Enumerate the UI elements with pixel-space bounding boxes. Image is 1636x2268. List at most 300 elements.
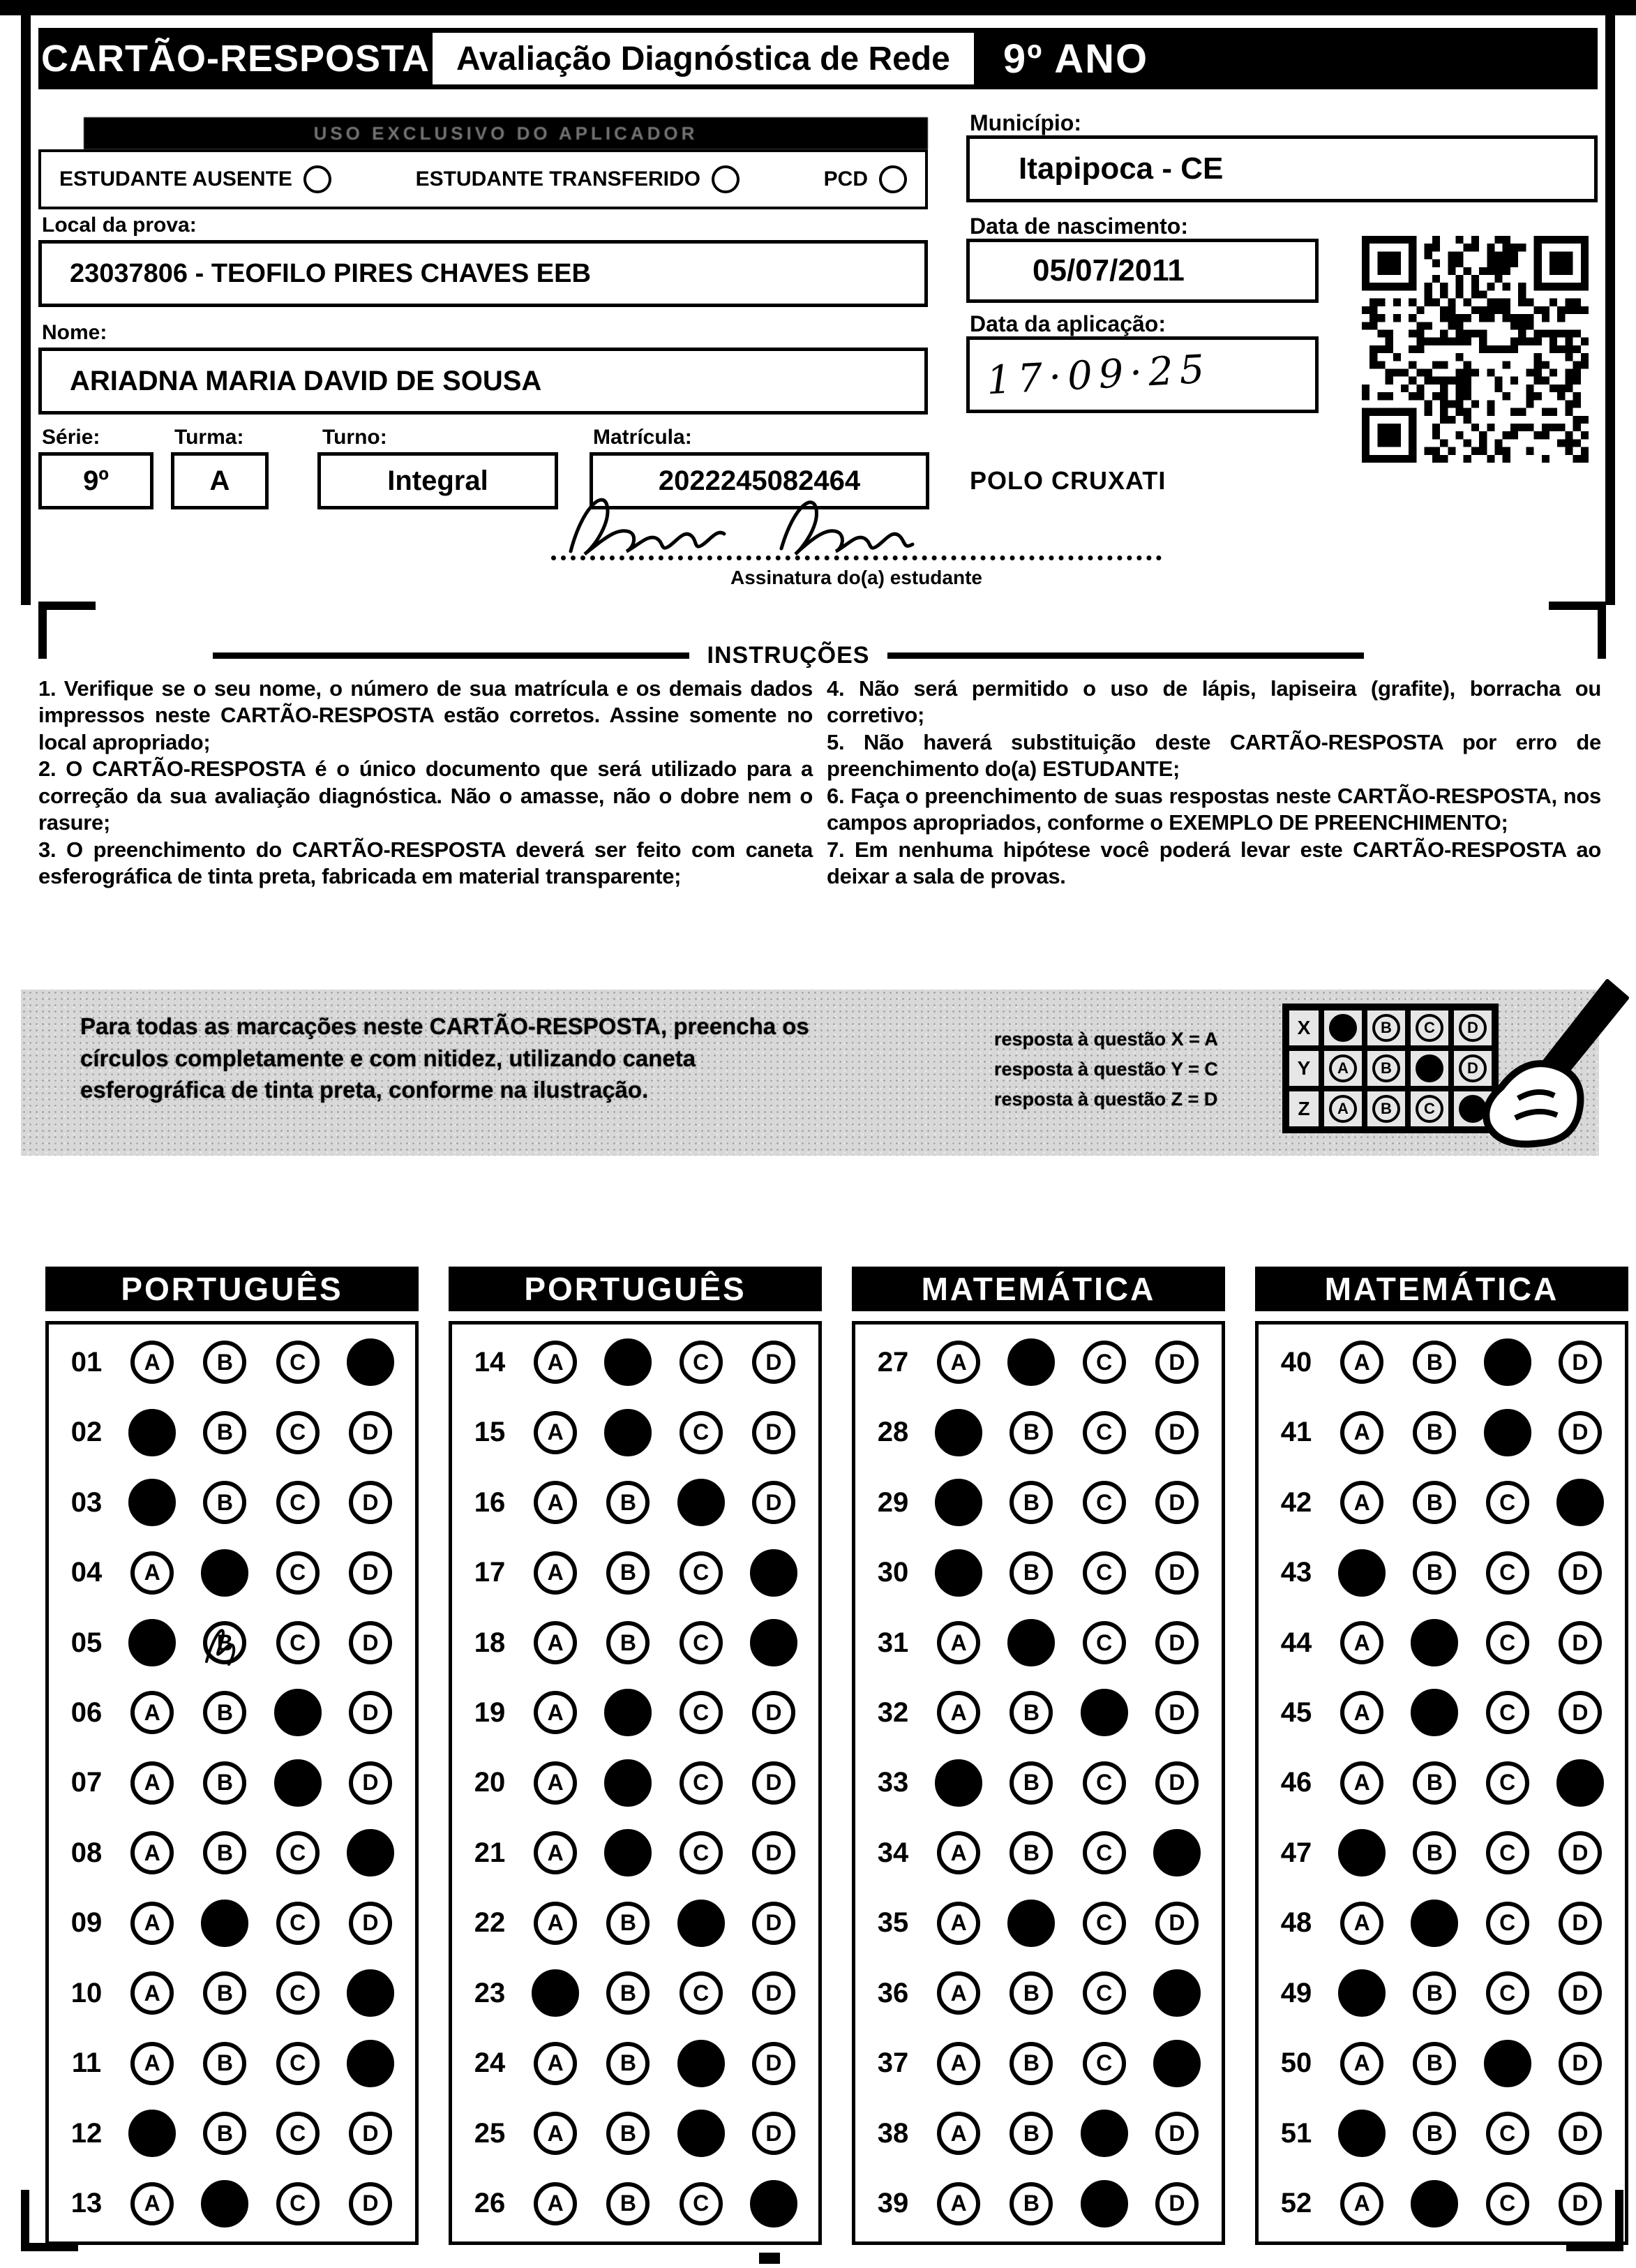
answer-bubble-39-A[interactable]: A: [937, 2182, 980, 2225]
answer-bubble-10-C[interactable]: C: [276, 1971, 320, 2015]
option-slot: [1068, 2180, 1141, 2228]
answer-bubble-31-A[interactable]: A: [937, 1621, 980, 1664]
answer-bubble-11-B[interactable]: B: [203, 2042, 246, 2085]
answer-bubble-30-A[interactable]: [935, 1549, 982, 1597]
answer-bubble-27-A[interactable]: A: [937, 1341, 980, 1384]
option-slot: [592, 1829, 664, 1877]
answer-bubble-08-A[interactable]: A: [130, 1831, 174, 1874]
example-bubble-B: B: [1372, 1054, 1400, 1082]
question-number: 32: [877, 1696, 909, 1728]
answer-row-04: [57, 1539, 407, 1606]
answer-bubble-18-A[interactable]: A: [534, 1621, 577, 1664]
option-slot: [995, 1900, 1067, 1947]
answer-bubble-03-A[interactable]: [128, 1479, 176, 1526]
handwritten-date: 17·09·25: [985, 346, 1212, 403]
answer-bubble-09-A[interactable]: A: [130, 1902, 174, 1945]
answer-bubble-47-B[interactable]: B: [1413, 1831, 1456, 1874]
question-number: 16: [474, 1486, 506, 1518]
answer-bubble-31-C[interactable]: C: [1083, 1621, 1126, 1664]
legend-line: resposta à questão X = A: [994, 1029, 1218, 1050]
registration-mark-top: [0, 0, 1636, 15]
option-slot: [1544, 1971, 1616, 2015]
option-slot: [1398, 1551, 1471, 1595]
option-slot: [1141, 1761, 1213, 1805]
answer-bubble-30-D[interactable]: D: [1155, 1551, 1199, 1595]
answer-row-31: [864, 1609, 1213, 1676]
answer-bubble-44-B[interactable]: [1411, 1619, 1458, 1666]
answer-bubble-27-C[interactable]: C: [1083, 1341, 1126, 1384]
answer-bubble-07-A[interactable]: A: [130, 1761, 174, 1805]
answer-bubble-20-B[interactable]: [604, 1759, 652, 1807]
answer-bubble-10-B[interactable]: B: [203, 1971, 246, 2015]
answer-bubble-20-C[interactable]: C: [680, 1761, 723, 1805]
answer-bubble-45-C[interactable]: C: [1486, 1691, 1529, 1734]
answer-bubble-35-A[interactable]: A: [937, 1902, 980, 1945]
answer-bubble-43-B[interactable]: B: [1413, 1551, 1456, 1595]
answer-bubble-33-C[interactable]: C: [1083, 1761, 1126, 1805]
answer-bubble-47-A[interactable]: [1338, 1829, 1386, 1877]
answer-bubble-08-C[interactable]: C: [276, 1831, 320, 1874]
instruction-item: 4. Não será permitido o uso de lápis, lapiseira (grafite), borracha ou corretivo;: [827, 676, 1601, 728]
answer-row-22: [460, 1890, 810, 1957]
answer-bubble-24-A[interactable]: A: [534, 2042, 577, 2085]
question-number: 30: [877, 1557, 909, 1588]
option-slot: [1544, 1479, 1616, 1526]
answer-bubble-12-B[interactable]: B: [203, 2112, 246, 2155]
answer-bubble-23-B[interactable]: B: [606, 1971, 650, 2015]
answer-row-29: [864, 1469, 1213, 1536]
answer-bubble-32-C[interactable]: [1081, 1689, 1128, 1736]
answer-bubble-02-B[interactable]: B: [203, 1411, 246, 1454]
answer-bubble-19-A[interactable]: A: [534, 1691, 577, 1734]
answer-bubble-44-C[interactable]: C: [1486, 1621, 1529, 1664]
answer-bubble-06-D[interactable]: D: [349, 1691, 392, 1734]
answer-bubble-13-D[interactable]: D: [349, 2182, 392, 2225]
answer-bubble-33-B[interactable]: B: [1010, 1761, 1053, 1805]
option-slot: [334, 2040, 407, 2087]
answer-bubble-38-B[interactable]: B: [1010, 2112, 1053, 2155]
answer-bubble-17-B[interactable]: B: [606, 1551, 650, 1595]
answer-bubble-19-C[interactable]: C: [680, 1691, 723, 1734]
answer-bubble-19-D[interactable]: D: [752, 1691, 795, 1734]
option-slot: [737, 1481, 810, 1524]
answer-row-32: [864, 1679, 1213, 1746]
answer-bubble-14-B[interactable]: [604, 1338, 652, 1386]
question-number: 20: [474, 1767, 506, 1798]
example-cell: [1321, 1008, 1365, 1048]
signature-line[interactable]: [551, 497, 1162, 560]
answer-bubble-48-D[interactable]: D: [1559, 1902, 1602, 1945]
fill-example-grid: [1282, 1004, 1499, 1133]
answer-bubble-51-D[interactable]: D: [1559, 2112, 1602, 2155]
option-slot: [334, 1969, 407, 2017]
section-header: PORTUGUÊS: [45, 1267, 419, 1311]
answer-bubble-37-D[interactable]: [1153, 2040, 1201, 2087]
answer-bubble-32-A[interactable]: A: [937, 1691, 980, 1734]
answer-row-27: [864, 1329, 1213, 1396]
answer-bubble-15-A[interactable]: A: [534, 1411, 577, 1454]
answer-bubble-41-D[interactable]: D: [1559, 1411, 1602, 1454]
answer-bubble-17-A[interactable]: A: [534, 1551, 577, 1595]
answer-bubble-46-A[interactable]: A: [1340, 1761, 1383, 1805]
answer-bubble-22-C[interactable]: [677, 1900, 725, 1947]
answer-bubble-46-D[interactable]: [1556, 1759, 1604, 1807]
question-number: 31: [877, 1627, 909, 1658]
answer-bubble-05-A[interactable]: [128, 1619, 176, 1666]
answer-bubble-15-C[interactable]: C: [680, 1411, 723, 1454]
answer-bubble-12-A[interactable]: [128, 2110, 176, 2157]
answer-bubble-11-D[interactable]: [347, 2040, 394, 2087]
answer-row-24: [460, 2030, 810, 2097]
option-slot: [188, 2112, 261, 2155]
answer-bubble-34-D[interactable]: [1153, 1829, 1201, 1877]
status-bubble-ausente[interactable]: [303, 165, 331, 193]
answer-bubble-07-B[interactable]: B: [203, 1761, 246, 1805]
option-slot: [592, 1481, 664, 1524]
option-slot: [1471, 1761, 1544, 1805]
answer-bubble-48-A[interactable]: A: [1340, 1902, 1383, 1945]
answer-bubble-38-D[interactable]: D: [1155, 2112, 1199, 2155]
answer-bubble-31-D[interactable]: D: [1155, 1621, 1199, 1664]
question-number: 06: [70, 1696, 103, 1728]
answer-bubble-39-D[interactable]: D: [1155, 2182, 1199, 2225]
answer-bubble-07-C[interactable]: [274, 1759, 322, 1807]
answer-bubble-18-C[interactable]: C: [680, 1621, 723, 1664]
answer-bubble-20-D[interactable]: D: [752, 1761, 795, 1805]
answer-bubble-04-D[interactable]: D: [349, 1551, 392, 1595]
aplicacao-field[interactable]: [966, 336, 1319, 413]
answer-bubble-25-A[interactable]: A: [534, 2112, 577, 2155]
answer-bubble-22-D[interactable]: D: [752, 1902, 795, 1945]
question-number: 46: [1280, 1767, 1312, 1798]
answer-bubble-43-A[interactable]: [1338, 1549, 1386, 1597]
example-cell: [1365, 1008, 1408, 1048]
answer-bubble-51-C[interactable]: C: [1486, 2112, 1529, 2155]
answer-bubble-46-B[interactable]: B: [1413, 1761, 1456, 1805]
answer-bubble-10-D[interactable]: [347, 1969, 394, 2017]
option-slot: [1326, 1621, 1398, 1664]
instructions-column-right: [827, 676, 1601, 890]
answer-bubble-31-B[interactable]: [1007, 1619, 1055, 1666]
answer-bubble-32-B[interactable]: B: [1010, 1691, 1053, 1734]
answer-bubble-41-C[interactable]: [1484, 1409, 1531, 1456]
answer-bubble-36-A[interactable]: A: [937, 1971, 980, 2015]
answer-bubble-34-A[interactable]: A: [937, 1831, 980, 1874]
answer-bubble-40-D[interactable]: D: [1559, 1341, 1602, 1384]
answer-bubble-01-A[interactable]: A: [130, 1341, 174, 1384]
answer-bubble-09-B[interactable]: [201, 1900, 248, 1947]
option-slot: [1544, 1831, 1616, 1874]
answer-bubble-40-A[interactable]: A: [1340, 1341, 1383, 1384]
answer-bubble-02-A[interactable]: [128, 1409, 176, 1456]
answer-bubble-52-B[interactable]: [1411, 2180, 1458, 2228]
answer-bubble-21-A[interactable]: A: [534, 1831, 577, 1874]
answer-bubble-21-C[interactable]: C: [680, 1831, 723, 1874]
answer-bubble-23-D[interactable]: D: [752, 1971, 795, 2015]
option-slot: [1544, 1551, 1616, 1595]
answer-bubble-26-A[interactable]: A: [534, 2182, 577, 2225]
option-slot: [116, 1409, 188, 1456]
answer-bubble-51-B[interactable]: B: [1413, 2112, 1456, 2155]
answer-bubble-24-C[interactable]: [677, 2040, 725, 2087]
answer-bubble-20-A[interactable]: A: [534, 1761, 577, 1805]
answer-bubble-09-D[interactable]: D: [349, 1902, 392, 1945]
answer-bubble-45-B[interactable]: [1411, 1689, 1458, 1736]
answer-bubble-07-D[interactable]: D: [349, 1761, 392, 1805]
question-number: 41: [1280, 1417, 1312, 1448]
option-slot: [592, 1621, 664, 1664]
answer-bubble-29-A[interactable]: [935, 1479, 982, 1526]
answer-bubble-34-C[interactable]: C: [1083, 1831, 1126, 1874]
answer-bubble-01-D[interactable]: [347, 1338, 394, 1386]
answer-bubble-39-C[interactable]: [1081, 2180, 1128, 2228]
answer-bubble-35-C[interactable]: C: [1083, 1902, 1126, 1945]
question-number: 05: [70, 1627, 103, 1658]
answer-bubble-38-C[interactable]: [1081, 2110, 1128, 2157]
answer-row-36: [864, 1960, 1213, 2027]
answer-bubble-28-D[interactable]: D: [1155, 1411, 1199, 1454]
answer-bubble-48-C[interactable]: C: [1486, 1902, 1529, 1945]
answer-bubble-50-C[interactable]: [1484, 2040, 1531, 2087]
fill-example-legend: [994, 1024, 1218, 1115]
answer-bubble-50-A[interactable]: A: [1340, 2042, 1383, 2085]
answer-bubble-41-B[interactable]: B: [1413, 1411, 1456, 1454]
option-slot: [188, 1691, 261, 1734]
answer-bubble-52-A[interactable]: A: [1340, 2182, 1383, 2225]
answer-bubble-52-D[interactable]: D: [1559, 2182, 1602, 2225]
answer-bubble-24-D[interactable]: D: [752, 2042, 795, 2085]
answer-bubble-03-C[interactable]: C: [276, 1481, 320, 1524]
answer-bubble-10-A[interactable]: A: [130, 1971, 174, 2015]
answer-bubble-05-B[interactable]: B: [203, 1621, 246, 1664]
answer-section-portugues-1: [45, 1267, 419, 2245]
answer-bubble-03-B[interactable]: B: [203, 1481, 246, 1524]
option-slot: [737, 1619, 810, 1666]
option-slot: [262, 1831, 334, 1874]
instruction-item: 3. O preenchimento do CARTÃO-RESPOSTA deverá ser feito com caneta esferográfica de tinta preta, fabricada em material transparente;: [38, 837, 813, 889]
answer-bubble-38-A[interactable]: A: [937, 2112, 980, 2155]
option-slot: [116, 1479, 188, 1526]
answer-bubble-05-D[interactable]: D: [349, 1621, 392, 1664]
rule-left: [213, 652, 689, 659]
answer-bubble-50-B[interactable]: B: [1413, 2042, 1456, 2085]
option-slot: [737, 1341, 810, 1384]
answer-bubble-49-C[interactable]: C: [1486, 1971, 1529, 2015]
answer-bubble-13-C[interactable]: C: [276, 2182, 320, 2225]
question-number: 19: [474, 1696, 506, 1728]
answer-bubble-08-D[interactable]: [347, 1829, 394, 1877]
answer-bubble-03-D[interactable]: D: [349, 1481, 392, 1524]
answer-bubble-39-B[interactable]: B: [1010, 2182, 1053, 2225]
answer-bubble-45-D[interactable]: D: [1559, 1691, 1602, 1734]
answer-bubble-32-D[interactable]: D: [1155, 1691, 1199, 1734]
answer-bubble-47-C[interactable]: C: [1486, 1831, 1529, 1874]
answer-bubble-04-C[interactable]: C: [276, 1551, 320, 1595]
answer-bubble-36-C[interactable]: C: [1083, 1971, 1126, 2015]
answer-bubble-11-A[interactable]: A: [130, 2042, 174, 2085]
question-number: 52: [1280, 2188, 1312, 2219]
option-slot: [116, 2182, 188, 2225]
option-slot: [1471, 2112, 1544, 2155]
answer-bubble-01-B[interactable]: B: [203, 1341, 246, 1384]
answer-bubble-33-A[interactable]: [935, 1759, 982, 1807]
answer-bubble-43-D[interactable]: D: [1559, 1551, 1602, 1595]
question-number: 26: [474, 2188, 506, 2219]
answer-bubble-14-A[interactable]: A: [534, 1341, 577, 1384]
answer-bubble-02-C[interactable]: C: [276, 1411, 320, 1454]
answer-bubble-42-B[interactable]: B: [1413, 1481, 1456, 1524]
answer-bubble-08-B[interactable]: B: [203, 1831, 246, 1874]
exam-title: Avaliação Diagnóstica de Rede: [433, 33, 974, 84]
answer-bubble-27-D[interactable]: D: [1155, 1341, 1199, 1384]
answer-bubble-26-D[interactable]: [750, 2180, 797, 2228]
status-bubble-pcd[interactable]: [879, 165, 907, 193]
answer-bubble-36-B[interactable]: B: [1010, 1971, 1053, 2015]
answer-bubble-49-B[interactable]: B: [1413, 1971, 1456, 2015]
answer-bubble-21-D[interactable]: D: [752, 1831, 795, 1874]
answer-bubble-49-A[interactable]: [1338, 1969, 1386, 2017]
option-slot: [922, 1341, 995, 1384]
example-cell: [1408, 1008, 1451, 1048]
answer-bubble-13-B[interactable]: [201, 2180, 248, 2228]
answer-bubble-45-A[interactable]: A: [1340, 1691, 1383, 1734]
answer-bubble-26-B[interactable]: B: [606, 2182, 650, 2225]
answer-bubble-16-C[interactable]: [677, 1479, 725, 1526]
answer-bubble-06-B[interactable]: B: [203, 1691, 246, 1734]
answer-bubble-43-C[interactable]: C: [1486, 1551, 1529, 1595]
answer-bubble-18-D[interactable]: [750, 1619, 797, 1666]
question-number: 27: [877, 1346, 909, 1378]
option-slot: [188, 1549, 261, 1597]
answer-bubble-01-C[interactable]: C: [276, 1341, 320, 1384]
answer-bubble-41-A[interactable]: A: [1340, 1411, 1383, 1454]
answer-bubble-16-D[interactable]: D: [752, 1481, 795, 1524]
question-number: 01: [70, 1346, 103, 1378]
answer-bubble-15-D[interactable]: D: [752, 1411, 795, 1454]
answer-bubble-34-B[interactable]: B: [1010, 1831, 1053, 1874]
turno-label: Turno:: [322, 426, 387, 449]
answer-bubble-46-C[interactable]: C: [1486, 1761, 1529, 1805]
answer-bubble-28-B[interactable]: B: [1010, 1411, 1053, 1454]
answer-bubble-14-C[interactable]: C: [680, 1341, 723, 1384]
answer-bubble-04-B[interactable]: [201, 1549, 248, 1597]
answer-bubble-25-D[interactable]: D: [752, 2112, 795, 2155]
answer-bubble-06-A[interactable]: A: [130, 1691, 174, 1734]
answer-bubble-28-C[interactable]: C: [1083, 1411, 1126, 1454]
answer-bubble-49-D[interactable]: D: [1559, 1971, 1602, 2015]
answer-bubble-51-A[interactable]: [1338, 2110, 1386, 2157]
answer-bubble-25-B[interactable]: B: [606, 2112, 650, 2155]
answer-bubble-21-B[interactable]: [604, 1829, 652, 1877]
answer-bubble-37-B[interactable]: B: [1010, 2042, 1053, 2085]
option-slot: [592, 1409, 664, 1456]
answer-bubble-14-D[interactable]: D: [752, 1341, 795, 1384]
answer-bubble-52-C[interactable]: C: [1486, 2182, 1529, 2225]
answer-bubble-37-C[interactable]: C: [1083, 2042, 1126, 2085]
answer-bubble-28-A[interactable]: [935, 1409, 982, 1456]
question-number: 45: [1280, 1696, 1312, 1728]
answer-bubble-16-B[interactable]: B: [606, 1481, 650, 1524]
answer-bubble-17-D[interactable]: [750, 1549, 797, 1597]
option-slot: [519, 1341, 592, 1384]
answer-bubble-42-C[interactable]: C: [1486, 1481, 1529, 1524]
option-slot: [1068, 1551, 1141, 1595]
answer-bubble-24-B[interactable]: B: [606, 2042, 650, 2085]
answer-bubble-40-C[interactable]: [1484, 1338, 1531, 1386]
answer-bubble-09-C[interactable]: C: [276, 1902, 320, 1945]
answer-row-34: [864, 1819, 1213, 1886]
answer-bubble-04-A[interactable]: A: [130, 1551, 174, 1595]
answer-bubble-40-B[interactable]: B: [1413, 1341, 1456, 1384]
answer-bubble-44-D[interactable]: D: [1559, 1621, 1602, 1664]
answer-bubble-36-D[interactable]: [1153, 1969, 1201, 2017]
answer-bubble-37-A[interactable]: A: [937, 2042, 980, 2085]
instructions-column-left: [38, 676, 813, 890]
answer-bubble-18-B[interactable]: B: [606, 1621, 650, 1664]
answer-bubble-47-D[interactable]: D: [1559, 1831, 1602, 1874]
answer-bubble-23-A[interactable]: [532, 1969, 579, 2017]
section-header: PORTUGUÊS: [449, 1267, 822, 1311]
answer-bubble-16-A[interactable]: A: [534, 1481, 577, 1524]
answer-bubble-27-B[interactable]: [1007, 1338, 1055, 1386]
question-number: 02: [70, 1417, 103, 1448]
answer-bubble-22-A[interactable]: A: [534, 1902, 577, 1945]
answer-bubble-35-D[interactable]: D: [1155, 1902, 1199, 1945]
answer-bubble-22-B[interactable]: B: [606, 1902, 650, 1945]
answer-bubble-33-D[interactable]: D: [1155, 1761, 1199, 1805]
answer-bubble-26-C[interactable]: C: [680, 2182, 723, 2225]
option-slot: [1471, 1691, 1544, 1734]
option-slot: [737, 2112, 810, 2155]
answer-bubble-11-C[interactable]: C: [276, 2042, 320, 2085]
option-slot: [1326, 1902, 1398, 1945]
answer-bubble-29-C[interactable]: C: [1083, 1481, 1126, 1524]
answer-bubble-06-C[interactable]: [274, 1689, 322, 1736]
answer-bubble-35-B[interactable]: [1007, 1900, 1055, 1947]
option-slot: [188, 1481, 261, 1524]
answer-bubble-48-B[interactable]: [1411, 1900, 1458, 1947]
answer-bubble-23-C[interactable]: C: [680, 1971, 723, 2015]
registration-mark-right: [1605, 15, 1615, 605]
answer-bubble-29-D[interactable]: D: [1155, 1481, 1199, 1524]
answer-bubble-02-D[interactable]: D: [349, 1411, 392, 1454]
answer-bubble-05-C[interactable]: C: [276, 1621, 320, 1664]
option-slot: [922, 1409, 995, 1456]
answer-bubble-15-B[interactable]: [604, 1409, 652, 1456]
answer-bubble-25-C[interactable]: [677, 2110, 725, 2157]
answer-bubble-42-A[interactable]: A: [1340, 1481, 1383, 1524]
answer-bubble-50-D[interactable]: D: [1559, 2042, 1602, 2085]
answer-bubble-44-A[interactable]: A: [1340, 1621, 1383, 1664]
answer-bubble-30-C[interactable]: C: [1083, 1551, 1126, 1595]
answer-bubble-13-A[interactable]: A: [130, 2182, 174, 2225]
option-slot: [519, 2182, 592, 2225]
answer-bubble-17-C[interactable]: C: [680, 1551, 723, 1595]
answer-bubble-12-C[interactable]: C: [276, 2112, 320, 2155]
option-slot: [592, 2182, 664, 2225]
answer-bubble-12-D[interactable]: D: [349, 2112, 392, 2155]
answer-bubble-30-B[interactable]: B: [1010, 1551, 1053, 1595]
registration-mark-left: [21, 15, 31, 605]
answer-bubble-19-B[interactable]: [604, 1689, 652, 1736]
option-slot: [922, 1902, 995, 1945]
answer-bubble-29-B[interactable]: B: [1010, 1481, 1053, 1524]
status-bubble-transferido[interactable]: [712, 165, 740, 193]
option-slot: [1398, 1900, 1471, 1947]
answer-bubble-42-D[interactable]: [1556, 1479, 1604, 1526]
question-number: 08: [70, 1837, 103, 1868]
local-field: 23037806 - TEOFILO PIRES CHAVES EEB: [38, 240, 928, 307]
